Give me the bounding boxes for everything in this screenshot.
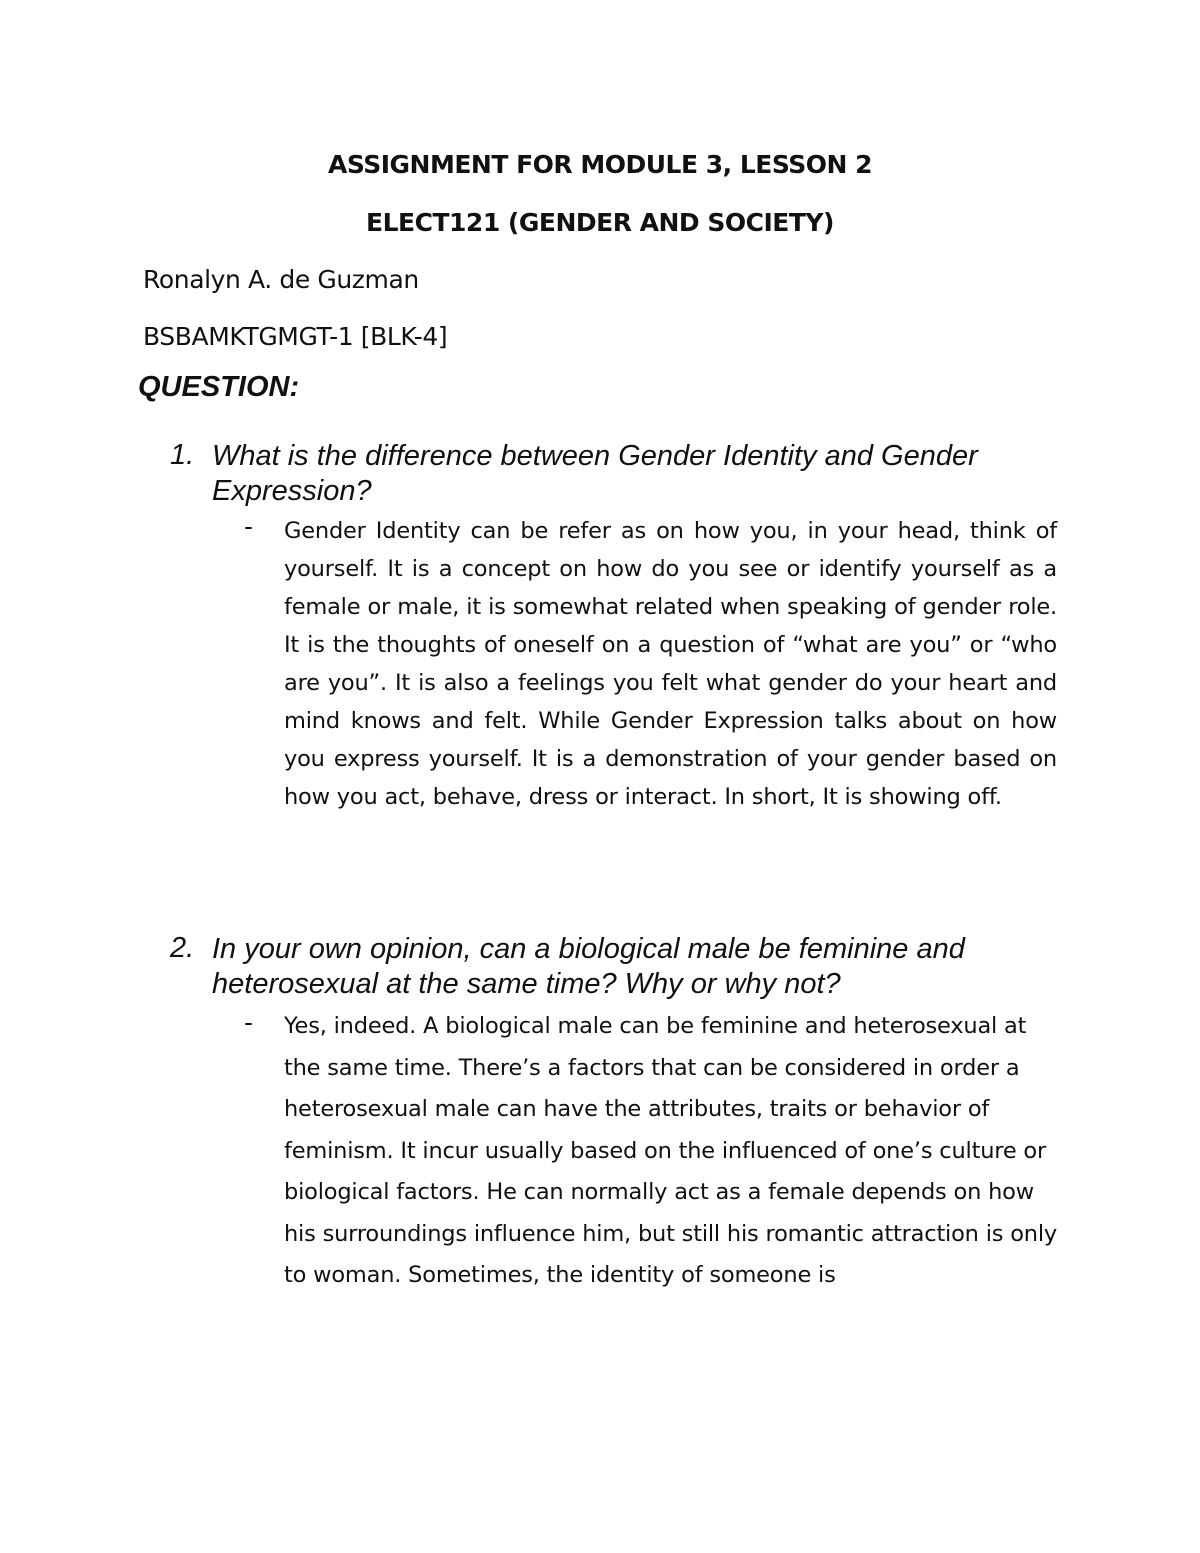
question-text: What is the difference between Gender Identity and Gender Expression? (212, 440, 978, 507)
answer-dash: - (244, 512, 254, 541)
student-name: Ronalyn A. de Guzman (143, 265, 419, 294)
answer-text-1: Gender Identity can be refer as on how you, in your head, think of yourself. It is a concept on how do you see or identify yourself as a female or male, it is somewhat related when speaking of gender role. It is the thoughts of oneself on a question of “what are you” or “who are you”. It is also a feelings you felt what gender do your heart and mind knows and felt. While Gender Expression talks about on how you express yourself. It is a demonstration of your gender based on how you act, behave, dress or interact. In short, It is showing off. (284, 518, 1057, 810)
question-heading: QUESTION: (138, 371, 300, 403)
course-title: ELECT121 (GENDER AND SOCIETY) (366, 208, 834, 237)
question-number: 1. (170, 439, 195, 471)
question-number: 2. (170, 932, 195, 964)
assignment-title: ASSIGNMENT FOR MODULE 3, LESSON 2 (327, 150, 873, 179)
answer-text-2: Yes, indeed. A biological male can be feminine and heterosexual at the same time. There’s a factors that can be considered in order a heterosexual male can have the attributes, traits or behavior of feminism. It incur usually based on the influenced of one’s culture or biological factors. He can normally act as a female depends on how his surroundings influence him, but still his romantic attraction is only to woman. Sometimes, the identity of someone is (284, 1013, 1058, 1288)
answer-dash: - (244, 1008, 254, 1037)
question-text: In your own opinion, can a biological male be feminine and heterosexual at the same time? Why or why not? (212, 933, 965, 1000)
student-section: BSBAMKTGMGT-1 [BLK-4] (143, 322, 448, 351)
